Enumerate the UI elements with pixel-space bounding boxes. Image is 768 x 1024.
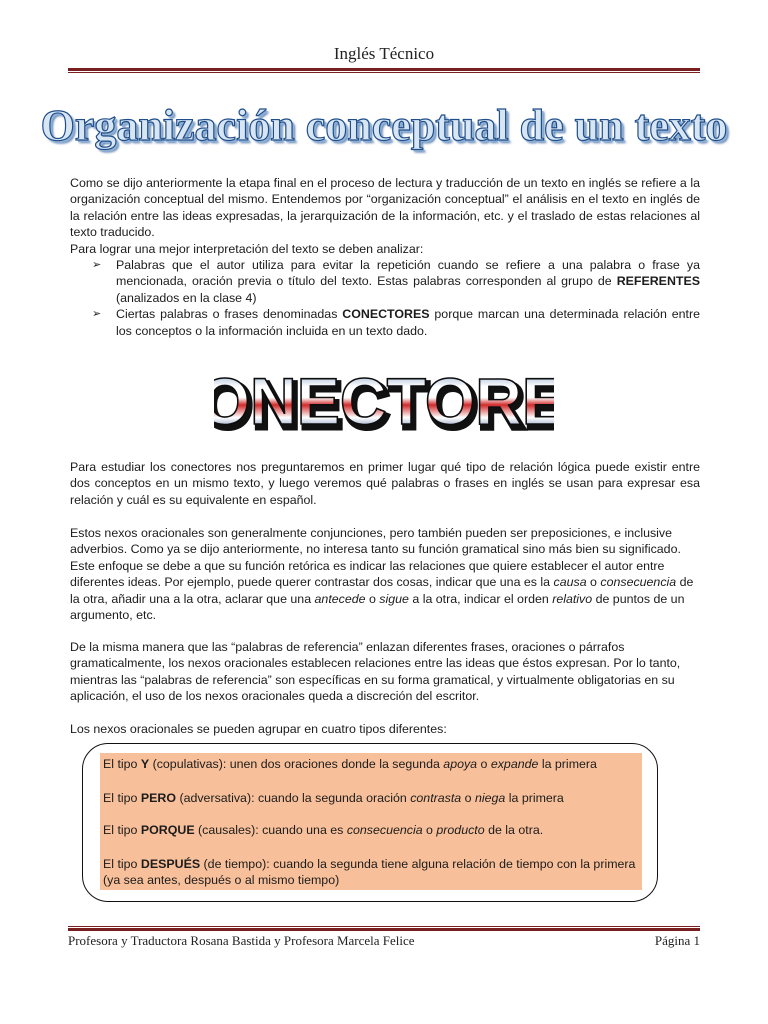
type-despues: El tipo DESPUÉS (de tiempo): cuando la segunda tiene alguna relación de tiempo con la primera (ya sea antes, después o al mismo tiempo): [103, 857, 636, 888]
page-number: Página 1: [654, 933, 700, 948]
list-item-referentes: ➢ Palabras que el autor utiliza para evitar la repetición cuando se refiere a una palabra o frase ya mencionada, oración previa o título del texto. Estas palabras corresponden al grupo de REFERENTES (analizados en la clase 4): [92, 258, 700, 305]
types-lead: Los nexos oracionales se pueden agrupar en cuatro tipos diferentes:: [70, 722, 447, 736]
type-y: El tipo Y (copulativas): unen dos oraciones donde la segunda apoya o expande la primera: [103, 757, 597, 771]
conectores-wordart-shadow: NECTOR: [252, 368, 525, 443]
page-header: Inglés Técnico: [333, 44, 435, 63]
type-porque: El tipo PORQUE (causales): cuando una es consecuencia o producto de la otra.: [103, 823, 544, 837]
list-item-conectores: ➢ Ciertas palabras o frases denominadas CONECTORES porque marcan una determinada relación entre los conceptos o la información incluida en un texto dado.: [92, 307, 700, 338]
analysis-list: [70, 257, 700, 339]
analyze-lead: Para lograr una mejor interpretación del texto se deben analizar:: [70, 241, 424, 256]
referencia-paragraph: De la misma manera que las “palabras de referencia” enlazan diferentes frases, oraciones o párrafos gramaticalmente, los nexos oracionales establecen relaciones entre las ideas que éstos expresan. Por lo tanto, mientras las “palabras de referencia” son específicas en su forma gramatical, y virtualmente obligatorias en su aplicación, el uso de los nexos oracionales queda a discreción del escritor.: [70, 640, 681, 704]
intro-paragraph: Como se dijo anteriormente la etapa final en el proceso de lectura y traducción de un texto en inglés se refiere a la organización conceptual del mismo. Entendemos por “organización conceptual” el análisis en el texto en inglés de la relación entre las ideas expresadas, la jerarquización de la información, etc. y el traslado de estas relaciones al texto traducido.: [70, 176, 700, 240]
document-title: Organización conceptual de un texto: [40, 101, 728, 150]
conectores-term: CONECTORES: [342, 307, 430, 322]
nexos-paragraph: Estos nexos oracionales son generalmente conjunciones, pero también pueden ser preposiciones, e inclusive adverbios. Como ya se dijo anteriormente, no interesa tanto su función gramatical sino más bien su significado. Este enfoque se debe a que su función retórica es indicar las relaciones que quiere establecer el autor entre diferentes ideas. Por ejemplo, puede querer contrastar dos cosas, indicar que una es la causa o consecuencia de la otra, añadir una a la otra, aclarar que una antecede o sigue a la otra, indicar el orden relativo de puntos de un argumento, etc.: [70, 526, 694, 623]
footer-authors: Profesora y Traductora Rosana Bastida y Profesora Marcela Felice: [68, 933, 415, 948]
conectores-wordart-graphic: [214, 358, 554, 448]
conectores-wordart: [0, 358, 768, 453]
referentes-term: REFERENTES: [616, 274, 700, 289]
intro-section: [70, 175, 700, 339]
study-paragraph: Para estudiar los conectores nos preguntaremos en primer lugar qué tipo de relación lógica puede existir entre dos conceptos en un mismo texto, y luego veremos qué palabras o frases en inglés se usan para expresar esa relación y cuál es su equivalente en español.: [70, 460, 700, 507]
arrow-bullet-icon: ➢: [92, 308, 102, 321]
arrow-bullet-icon: ➢: [92, 259, 102, 272]
header-rule: [68, 68, 700, 73]
conectores-wordart-text: NECTOR: [250, 364, 522, 439]
footer-rule: [68, 926, 700, 931]
type-pero: El tipo PERO (adversativa): cuando la segunda oración contrasta o niega la primera: [103, 791, 564, 805]
